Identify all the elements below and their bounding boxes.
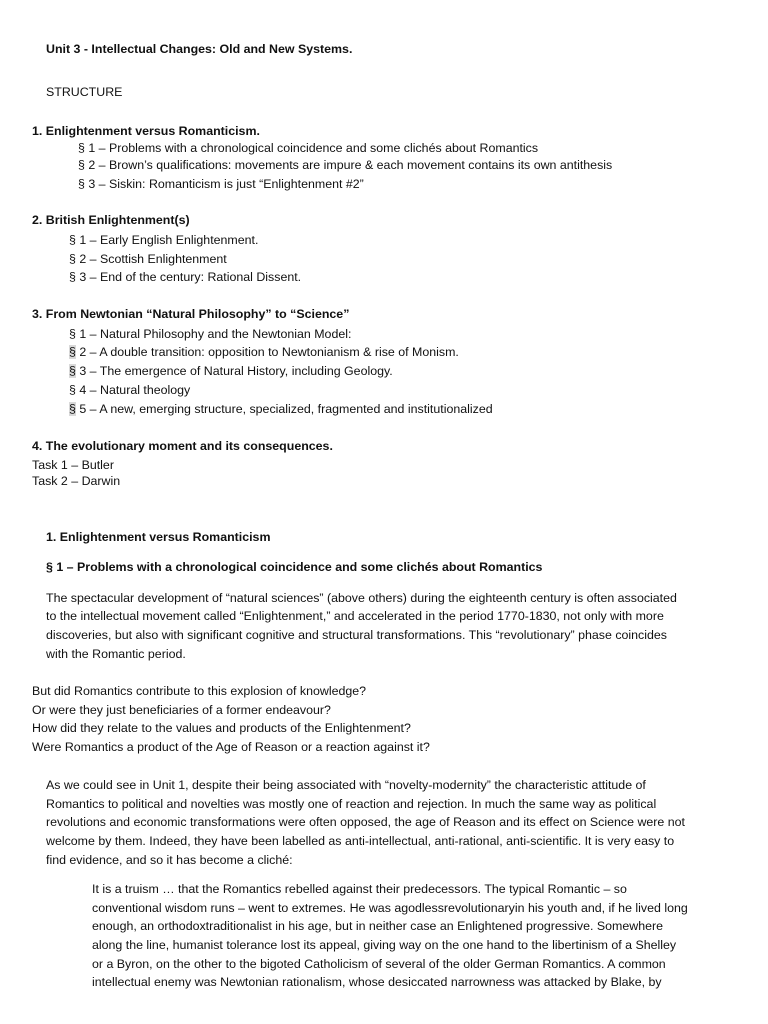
- quote-line: along the line, humanist tolerance lost its appeal, giving way on the one hand to the libertinism of a Shelley: [92, 938, 677, 952]
- section-1-item: § 1 – Problems with a chronological coincidence and some clichés about Romantics: [78, 141, 539, 155]
- paragraph-1-line: The spectacular development of “natural sciences” (above others) during the eighteenth century is often associated: [46, 591, 677, 605]
- section-4-title: 4. The evolutionary moment and its consequences.: [32, 439, 333, 453]
- paragraph-2-line: revolutions and economic transformations were often opposed, the age of Reason and its effect on Science were not: [46, 815, 685, 829]
- body-heading-1: 1. Enlightenment versus Romanticism: [46, 530, 271, 544]
- section-3-item: [69, 325, 351, 344]
- quote-line: It is a truism … that the Romantics rebelled against their predecessors. The typical Romantic – so: [92, 882, 627, 896]
- section-1-item: § 3 – Siskin: Romanticism is just “Enlightenment #2”: [78, 177, 364, 191]
- paragraph-2-line: Romantics to political and novelties was mostly one of reaction and rejection. In much the same way as political: [46, 797, 657, 811]
- quote-line: conventional wisdom runs – went to extremes. He was agodlessrevolutionaryin his youth and, if he lived long: [92, 901, 688, 915]
- section-2-title: 2. British Enlightenment(s): [32, 213, 190, 227]
- paragraph-1-line: to the intellectual movement called “Enlightenment,” and accelerated in the period 1770-1830, not only with more: [46, 609, 664, 623]
- quote-line: enough, an orthodoxtraditionalist in his age, but in neither case an Enlightened progressive. Somewhere: [92, 919, 664, 933]
- structure-label: STRUCTURE: [46, 85, 123, 99]
- paragraph-1-line: discoveries, but also with significant cognitive and structural transformations. This “revolutionary” phase coincides: [46, 628, 667, 642]
- section-3-item: [69, 362, 393, 381]
- body-heading-2: § 1 – Problems with a chronological coincidence and some clichés about Romantics: [46, 560, 543, 574]
- quote-line: intellectual enemy was Newtonian rationalism, whose desiccated narrowness was attacked by Blake, by: [92, 975, 662, 989]
- section-mark: §: [69, 327, 76, 341]
- section-3-item: [69, 400, 493, 419]
- section-3-item-text: 4 – Natural theology: [75, 383, 191, 397]
- section-1-item: § 2 – Brown’s qualifications: movements are impure & each movement contains its own antithesis: [78, 158, 613, 172]
- section-3-item-text: 1 – Natural Philosophy and the Newtonian Model:: [75, 327, 352, 341]
- paragraph-2-line: welcome by them. Indeed, they have been labelled as anti-intellectual, anti-rational, anti-scientific. It is very easy to: [46, 834, 675, 848]
- section-2-item: § 2 – Scottish Enlightenment: [69, 252, 227, 266]
- section-3-item-text: 3 – The emergence of Natural History, including Geology.: [75, 364, 393, 378]
- question-line: Or were they just beneficiaries of a former endeavour?: [32, 703, 331, 717]
- section-mark: §: [69, 364, 76, 378]
- section-3-item-text: 5 – A new, emerging structure, specialized, fragmented and institutionalized: [75, 402, 493, 416]
- section-1-title: 1. Enlightenment versus Romanticism.: [32, 124, 260, 138]
- question-line: How did they relate to the values and products of the Enlightenment?: [32, 721, 411, 735]
- task-item: Task 2 – Darwin: [32, 474, 121, 488]
- unit-title: Unit 3 - Intellectual Changes: Old and New Systems.: [46, 42, 353, 56]
- question-line: Were Romantics a product of the Age of Reason or a reaction against it?: [32, 740, 430, 754]
- section-3-title: 3. From Newtonian “Natural Philosophy” to “Science”: [32, 307, 350, 321]
- paragraph-2-line: find evidence, and so it has become a cliché:: [46, 853, 293, 867]
- section-mark: §: [69, 383, 76, 397]
- paragraph-1-line: with the Romantic period.: [46, 647, 186, 661]
- quote-line: or a Byron, on the other to the bigoted Catholicism of several of the older German Romantics. A common: [92, 957, 666, 971]
- section-3-item: [69, 343, 459, 362]
- section-2-item: § 1 – Early English Enlightenment.: [69, 233, 259, 247]
- question-line: But did Romantics contribute to this explosion of knowledge?: [32, 684, 367, 698]
- section-2-item: § 3 – End of the century: Rational Dissent.: [69, 270, 302, 284]
- section-mark: §: [69, 345, 76, 359]
- section-mark: §: [69, 402, 76, 416]
- task-item: Task 1 – Butler: [32, 458, 114, 472]
- section-3-item-text: 2 – A double transition: opposition to Newtonianism & rise of Monism.: [75, 345, 459, 359]
- section-3-item: [69, 381, 190, 400]
- paragraph-2-line: As we could see in Unit 1, despite their being associated with “novelty-modernity” the characteristic attitude of: [46, 778, 646, 792]
